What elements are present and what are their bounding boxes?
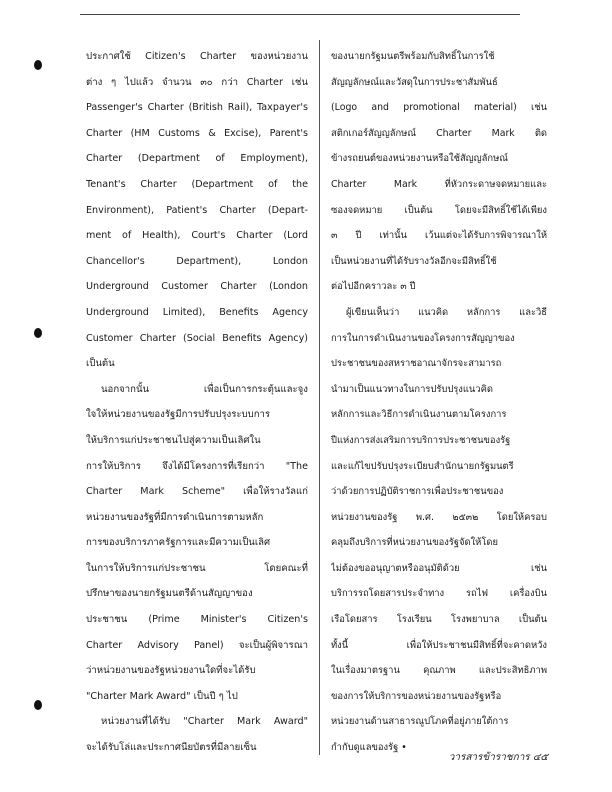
text-line: Environment), Patient's Charter (Depart- <box>86 204 308 216</box>
text-line: ทั้งนี้ เพื่อให้ประชาชนมีสิทธิ์ที่จะคาดหวัง <box>331 639 547 651</box>
text-line: ประชาชน (Prime Minister's Citizen's <box>86 614 308 626</box>
text-line: นำมาเป็นแนวทางในการปรับปรุงแนวคิด <box>331 383 493 395</box>
text-line: ว่าด้วยการปฏิบัติราชการเพื่อประชาชนของ <box>331 486 504 498</box>
text-line: จะได้รับโล่และประกาศนียบัตรที่มีลายเซ็น <box>86 742 257 754</box>
text-line: ปรึกษาของนายกรัฐมนตรีด้านสัญญาของ <box>86 588 253 600</box>
text-line: Customer Charter (Social Benefits Agency) <box>86 332 308 344</box>
margin-mark <box>34 700 42 710</box>
text-line: ข้างรถยนต์ของหน่วยงานหรือใช้สัญญลักษณ์ <box>331 153 508 165</box>
text-line: บริการรถโดยสารประจำทาง รถไฟ เครื่องบิน <box>331 588 547 600</box>
paragraph-first-line: นอกจากนั้น เพื่อเป็นการกระตุ้นและจูง <box>101 383 308 395</box>
text-line: ของนายกรัฐมนตรีพร้อมกับสิทธิ์ในการใช้ <box>331 51 495 62</box>
text-line: เป็นต้น <box>86 358 115 370</box>
text-line: และแก้ไขปรับปรุงระเบียบสำนักนายกรัฐมนตรี <box>331 460 514 472</box>
top-rule <box>80 14 520 15</box>
text-line: Charter Mark ที่หัวกระดาษจดหมายและ <box>331 178 547 190</box>
text-line: ประชาชนของสหราชอาณาจักรจะสามารถ <box>331 358 502 370</box>
column-divider <box>319 40 320 755</box>
right-column <box>331 44 547 761</box>
text-line: Charter Advisory Panel) จะเป็นผู้พิจารณา <box>86 639 308 651</box>
text-line: ในเรื่องมาตรฐาน คุณภาพ และประสิทธิภาพ <box>331 665 547 677</box>
text-line: "Charter Mark Award" เป็นปี ๆ ไป <box>86 690 238 702</box>
text-line: เรือโดยสาร โรงเรียน โรงพยาบาล เป็นต้น <box>331 614 547 626</box>
text-line: ของการให้บริการของหน่วยงานของรัฐหรือ <box>331 690 502 702</box>
text-line: ต่อไปอีกคราวละ ๓ ปี <box>331 281 416 293</box>
text-line: ว่าหน่วยงานของรัฐหน่วยงานใดที่จะได้รับ <box>86 665 256 677</box>
text-line: Chancellor's Department), London <box>86 255 308 267</box>
text-line: Charter Mark Scheme" เพื่อให้รางวัลแก่ <box>86 486 308 498</box>
text-line: ใจให้หน่วยงานของรัฐมีการปรับปรุงระบบการ <box>86 409 271 421</box>
text-line: ซองจดหมาย เป็นต้น โดยจะมีสิทธิ์ใช้ได้เพียง <box>331 204 547 216</box>
text-line: ปีแห่งการส่งเสริมการบริการประชาชนของรัฐ <box>331 434 511 446</box>
left-column <box>86 44 308 761</box>
text-line: การในการดำเนินงานของโครงการสัญญาของ <box>331 332 515 344</box>
text-line: Underground Limited), Benefits Agency <box>86 306 308 318</box>
text-line: (Logo and promotional material) เช่น <box>331 102 547 114</box>
text-line: Tenant's Charter (Department of the <box>86 178 308 190</box>
text-line: Charter (Department of Employment), <box>86 153 308 165</box>
text-line: Underground Customer Charter (London <box>86 281 308 293</box>
text-line: เป็นหน่วยงานที่ได้รับรางวัลอีกจะมีสิทธิ์ใช้ <box>331 255 497 267</box>
text-line: ไม่ต้องขออนุญาตหรืออนุมัติด้วย เช่น <box>331 562 547 574</box>
text-line: ประกาศใช้ Citizen's Charter ของหน่วยงาน <box>86 51 308 62</box>
text-line: การของบริการภาครัฐการและมีความเป็นเลิศ <box>86 537 271 549</box>
text-line: Passenger's Charter (British Rail), Taxpayer's <box>86 102 308 114</box>
paragraph-first-line: ผู้เขียนเห็นว่า แนวคิด หลักการ และวิธี <box>346 306 547 318</box>
text-line: ment of Health), Court's Charter (Lord <box>86 230 308 242</box>
text-line: หน่วยงานของรัฐที่มีการดำเนินการตามหลัก <box>86 511 264 523</box>
text-line: ๓ ปี เท่านั้น เว้นแต่จะได้รับการพิจารณาให้ <box>331 230 547 242</box>
text-line: สติกเกอร์สัญญลักษณ์ Charter Mark ติด <box>331 127 547 139</box>
text-line: หลักการและวิธีการดำเนินงานตามโครงการ <box>331 409 507 421</box>
text-line: ในการให้บริการแก่ประชาชน โดยคณะที่ <box>86 562 308 574</box>
paragraph-first-line: หน่วยงานที่ได้รับ "Charter Mark Award" <box>101 716 308 728</box>
text-line: กำกับดูแลของรัฐ • <box>331 742 407 754</box>
text-line: หน่วยงานของรัฐ พ.ศ. ๒๕๓๒ โดยให้ครอบ <box>331 511 547 523</box>
text-line: ต่าง ๆ ไปแล้ว จำนวน ๓๐ กว่า Charter เช่น <box>86 76 308 88</box>
text-line: การให้บริการ จึงได้มีโครงการที่เรียกว่า "The <box>86 460 308 472</box>
page-footer: วารสารข้าราชการ ๔๕ <box>448 752 548 763</box>
margin-mark <box>34 60 42 70</box>
text-line: คลุมถึงบริการที่หน่วยงานของรัฐจัดให้โดย <box>331 537 498 549</box>
text-line: ให้บริการแก่ประชาชนไปสู่ความเป็นเลิศใน <box>86 434 261 446</box>
text-line: Charter (HM Customs & Excise), Parent's <box>86 127 308 139</box>
text-line: หน่วยงานด้านสาธารณูปโภคที่อยู่ภายใต้การ <box>331 716 509 728</box>
margin-mark <box>34 328 42 338</box>
text-line: สัญญลักษณ์และวัสดุในการประชาสัมพันธ์ <box>331 76 498 88</box>
